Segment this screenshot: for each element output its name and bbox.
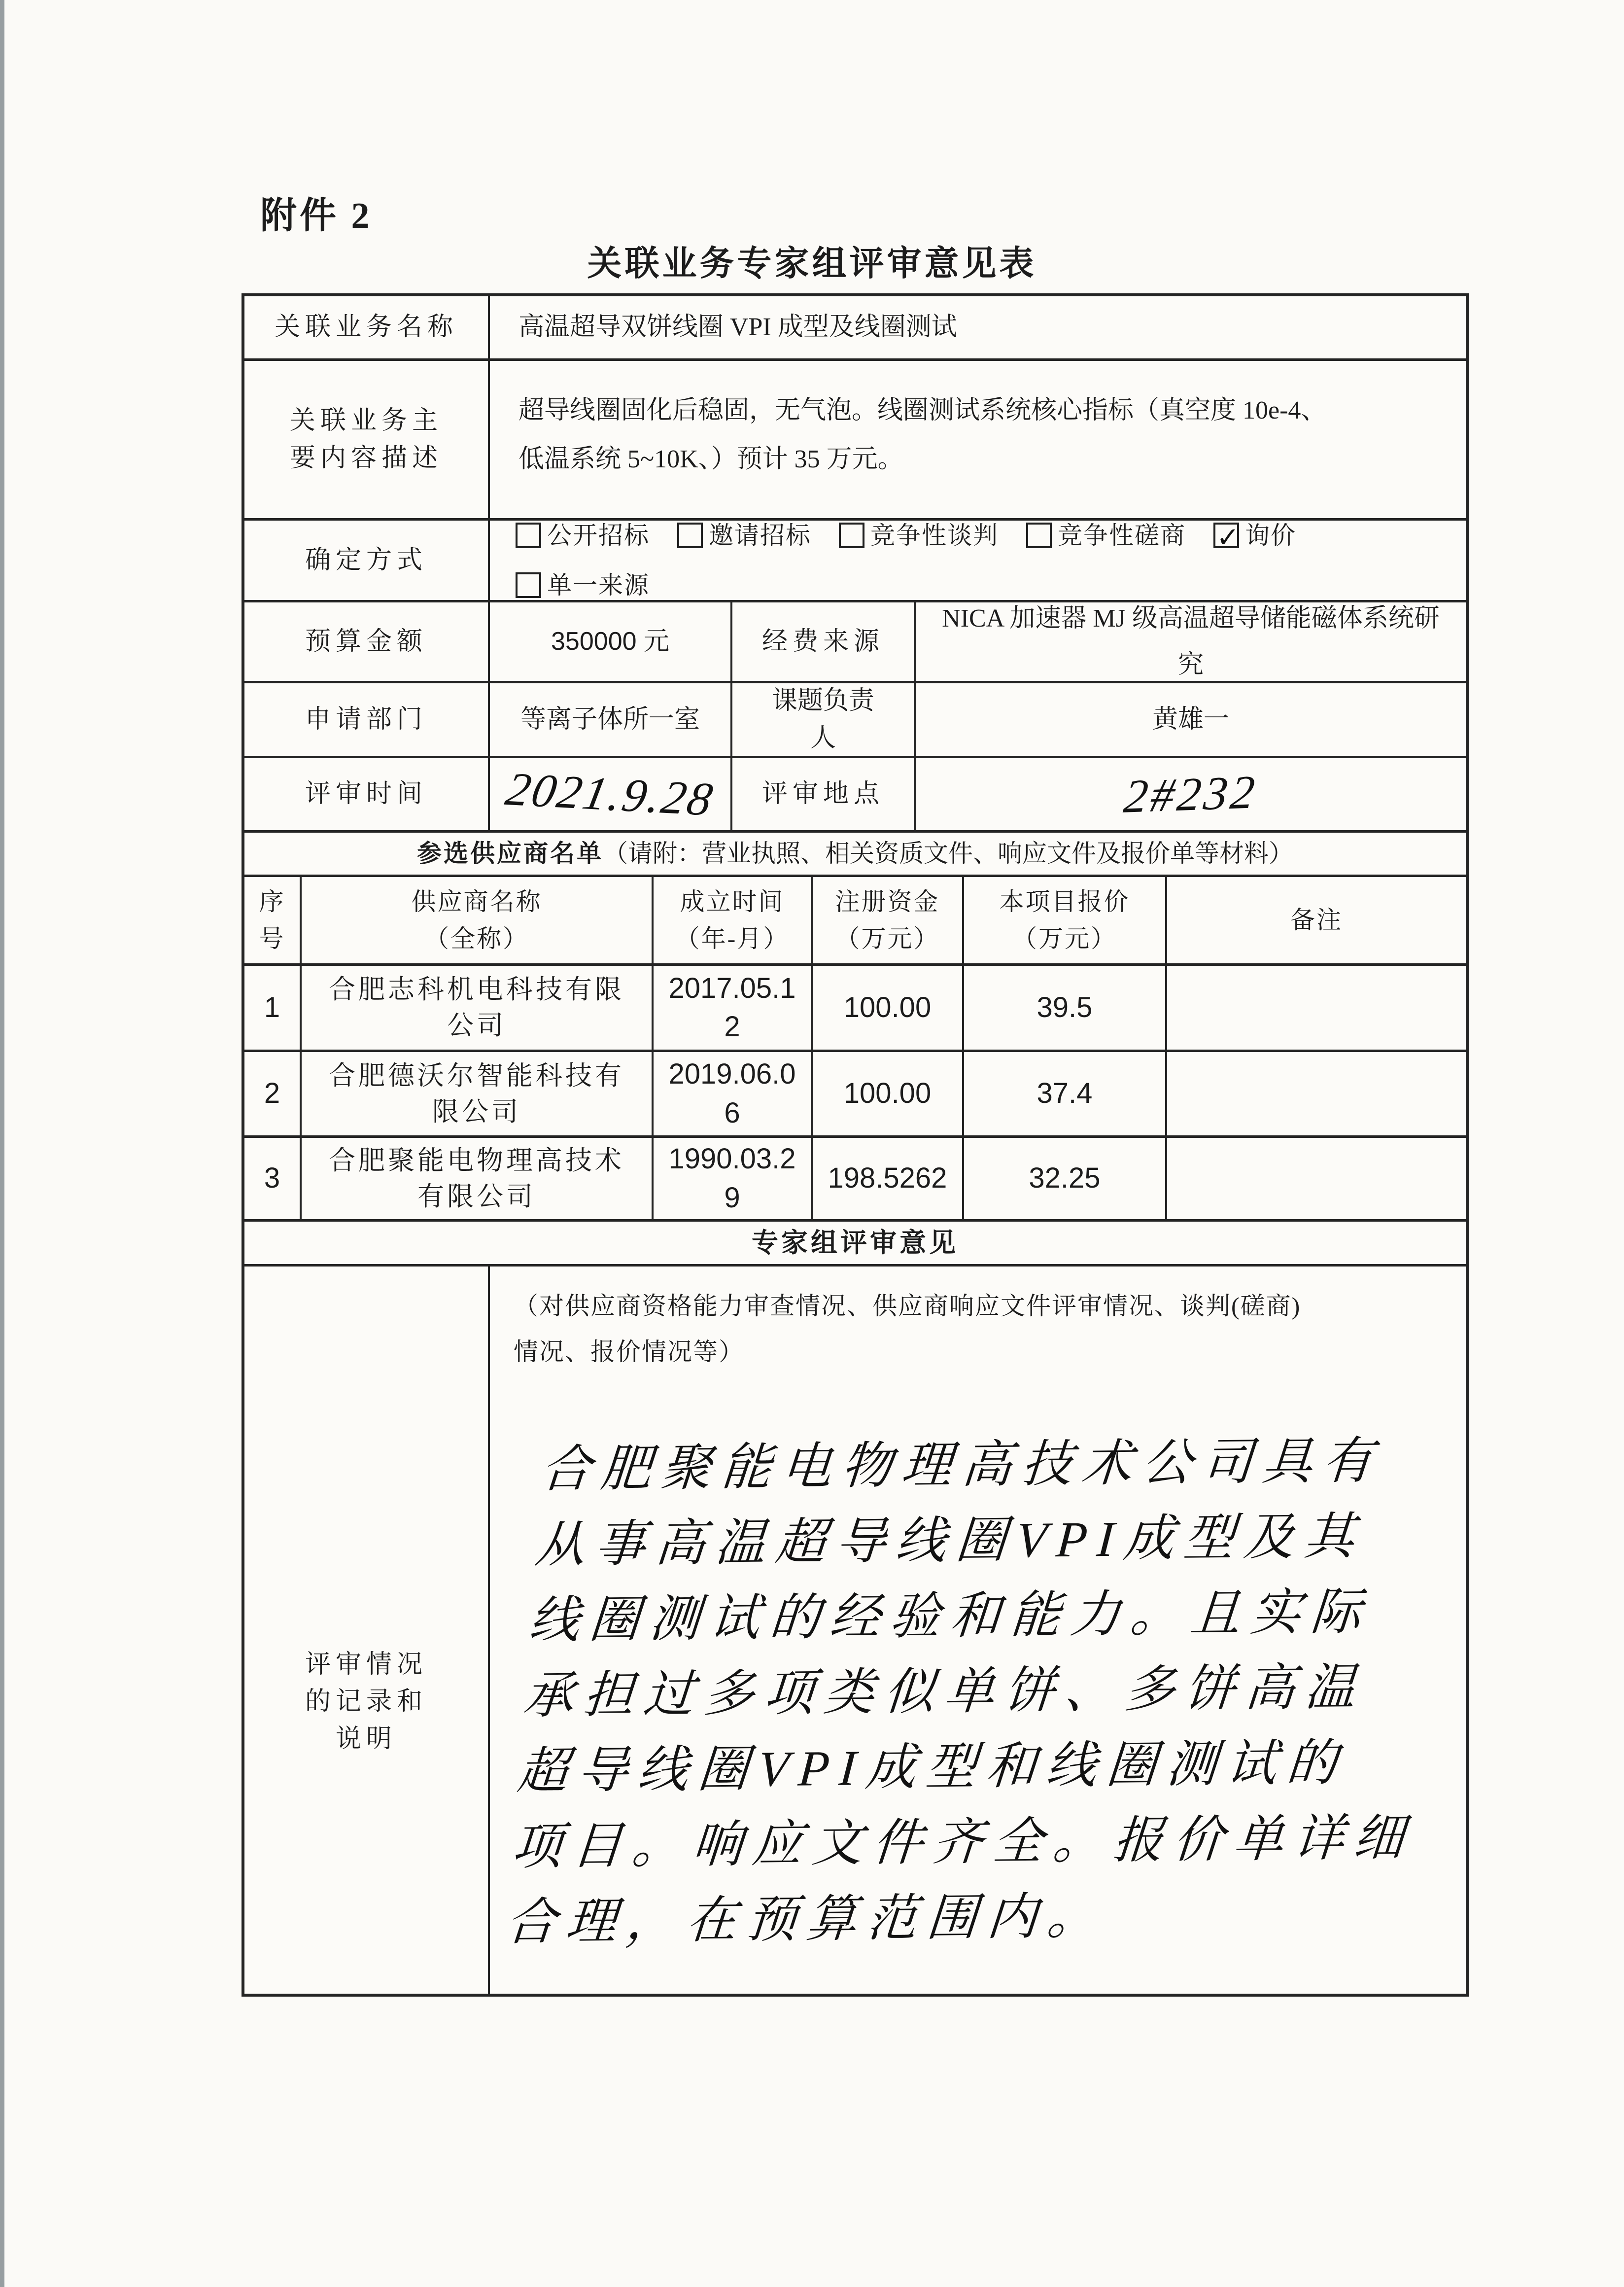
- method-options-line-1: [516, 518, 1296, 554]
- header-bid-line2: （万元）: [1012, 924, 1117, 952]
- row-business-name: [244, 296, 1466, 361]
- leader-value: [916, 683, 1466, 756]
- description-line-2: 低温系统 5~10K、）预计 35 万元。: [518, 445, 903, 473]
- supplier-3-remark: [1167, 1138, 1466, 1219]
- header-bid: [964, 877, 1167, 963]
- header-capital: [813, 877, 964, 963]
- page-title: 关联业务专家组评审意见表: [587, 245, 1037, 283]
- row-opinion-header: [244, 1222, 1466, 1267]
- scan-edge-strip: [0, 0, 4, 2287]
- supplier-3-no: 3: [244, 1138, 302, 1219]
- method-options-line-2: [516, 567, 650, 603]
- supplier-3-capital: 198.5262: [813, 1138, 964, 1219]
- handwritten-line-3: 线圈测试的经验和能力。且实际: [527, 1584, 1374, 1649]
- option-open-tender-label: 公开招标: [547, 522, 650, 549]
- checkbox-open-tender[interactable]: [516, 523, 541, 548]
- description-value: [490, 361, 1466, 518]
- option-competitive-negotiation-label: 竞争性谈判: [870, 522, 999, 549]
- handwritten-line-5: 超导线圈VPI成型和线圈测试的: [515, 1735, 1349, 1800]
- opinion-row-label-text: 评审情况的记录和说明: [305, 1651, 427, 1753]
- checkbox-competitive-consultation[interactable]: [1026, 523, 1052, 548]
- supplier-1-capital: 100.00: [813, 966, 964, 1050]
- suppliers-section-title-bold: 参选供应商名单: [417, 840, 603, 868]
- funding-label: [732, 602, 916, 681]
- review-place-label: [732, 758, 916, 830]
- option-invited-tender-label: 邀请招标: [709, 522, 811, 549]
- supplier-2-no: 2: [244, 1052, 302, 1135]
- attachment-label: 附件 2: [260, 196, 373, 236]
- supplier-2-founded: 2019.06.06: [654, 1052, 813, 1135]
- supplier-1-bid: 39.5: [964, 966, 1167, 1050]
- business-name-value: [490, 296, 1466, 358]
- opinion-note-line-1: （对供应商资格能力审查情况、供应商响应文件评审情况、谈判(磋商): [514, 1292, 1301, 1320]
- header-no-text: 序号: [259, 887, 285, 952]
- business-name-label-text: 关联业务名称: [274, 313, 458, 342]
- header-capital-line1: 注册资金: [835, 887, 940, 915]
- handwritten-line-2: 从事高温超导线圈VPI成型及其: [533, 1509, 1367, 1574]
- header-founded: [654, 877, 813, 963]
- row-description: [244, 361, 1466, 521]
- suppliers-section-title: [244, 833, 1466, 875]
- opinion-header: 专家组评审意见: [752, 1228, 959, 1258]
- option-single-source: [516, 567, 650, 603]
- leader-label: [732, 683, 916, 756]
- row-department-leader: [244, 683, 1466, 758]
- supplier-2-remark: [1167, 1052, 1466, 1135]
- supplier-2-capital: 100.00: [813, 1052, 964, 1135]
- funding-value: [916, 602, 1466, 681]
- method-label-text: 确定方式: [305, 546, 427, 574]
- header-supplier-name: [302, 877, 654, 963]
- header-bid-line1: 本项目报价: [999, 887, 1130, 915]
- supplier-row-3: [244, 1138, 1466, 1222]
- business-name-label: [244, 296, 490, 358]
- option-single-source-label: 单一来源: [547, 571, 650, 599]
- option-open-tender: [516, 518, 650, 554]
- header-supplier-name-line1: 供应商名称: [411, 887, 542, 915]
- review-time-label: [244, 758, 490, 830]
- funding-label-text: 经费来源: [761, 627, 884, 656]
- department-label-text: 申请部门: [305, 705, 427, 734]
- header-founded-line1: 成立时间: [680, 887, 785, 915]
- supplier-1-founded: 2017.05.12: [654, 966, 813, 1050]
- department-value: [490, 683, 732, 756]
- opinion-note-line-2: 情况、报价情况等）: [514, 1337, 744, 1366]
- handwritten-line-1: 合肥聚能电物理高技术公司具有: [539, 1433, 1385, 1498]
- header-remark: [1167, 877, 1466, 963]
- supplier-1-no: 1: [244, 966, 302, 1050]
- suppliers-header-row: [244, 877, 1466, 966]
- method-label: [244, 521, 490, 600]
- suppliers-section-title-note: （请附：营业执照、相关资质文件、响应文件及报价单等材料）: [603, 840, 1293, 868]
- handwritten-line-6: 项目。响应文件齐全。报价单详细: [510, 1810, 1416, 1875]
- checkbox-competitive-negotiation[interactable]: [839, 523, 864, 548]
- option-competitive-consultation: [1026, 518, 1186, 554]
- budget-value-text: 350000 元: [551, 627, 669, 656]
- review-place-handwriting: 2#232: [1121, 765, 1260, 823]
- option-inquiry: [1213, 518, 1296, 554]
- review-time-label-text: 评审时间: [305, 780, 427, 809]
- supplier-row-1: [244, 966, 1466, 1052]
- row-budget-funding: [244, 602, 1466, 683]
- review-time-value: [490, 758, 732, 830]
- header-remark-text: 备注: [1290, 906, 1343, 934]
- supplier-1-name: 合肥志科机电科技有限公司: [302, 966, 654, 1050]
- funding-value-text: NICA 加速器 MJ 级高温超导储能磁体系统研究: [942, 604, 1440, 679]
- opinion-handwriting: [493, 1423, 1446, 1961]
- header-supplier-name-line2: （全称）: [424, 924, 529, 952]
- row-suppliers-section-title: [244, 833, 1466, 877]
- method-options: [490, 521, 1466, 600]
- leader-label-text: 课题负责人: [771, 687, 874, 752]
- supplier-row-2: [244, 1052, 1466, 1138]
- leader-value-text: 黄雄一: [1152, 705, 1229, 734]
- checkbox-single-source[interactable]: [516, 572, 541, 598]
- supplier-3-name: 合肥聚能电物理高技术有限公司: [302, 1138, 654, 1219]
- option-competitive-negotiation: [839, 518, 999, 554]
- budget-label: [244, 602, 490, 681]
- review-place-value: [916, 758, 1466, 830]
- row-method: [244, 521, 1466, 602]
- header-capital-line2: （万元）: [835, 924, 940, 952]
- option-competitive-consultation-label: 竞争性磋商: [1058, 522, 1186, 549]
- review-place-label-text: 评审地点: [761, 780, 884, 809]
- review-time-handwriting: 2021.9.28: [501, 762, 719, 826]
- budget-value: [490, 602, 732, 681]
- row-opinion-body: [244, 1267, 1466, 1994]
- supplier-2-name: 合肥德沃尔智能科技有限公司: [302, 1052, 654, 1135]
- header-no: [244, 877, 302, 963]
- review-form-table: [242, 293, 1469, 1997]
- department-label: [244, 683, 490, 756]
- handwritten-line-4: 承担过多项类似单饼、多饼高温: [521, 1659, 1368, 1724]
- opinion-content: [490, 1267, 1466, 1994]
- checkbox-inquiry[interactable]: [1213, 523, 1239, 548]
- supplier-3-bid: 32.25: [964, 1138, 1167, 1219]
- option-inquiry-label: 询价: [1245, 522, 1296, 549]
- supplier-2-bid: 37.4: [964, 1052, 1167, 1135]
- option-invited-tender: [677, 518, 811, 554]
- opinion-row-label: [244, 1267, 490, 1994]
- handwritten-line-7: 合理，在预算范围内。: [504, 1889, 1109, 1951]
- checkbox-invited-tender[interactable]: [677, 523, 703, 548]
- budget-label-text: 预算金额: [305, 627, 427, 656]
- description-label-text: 关联业务主要内容描述: [289, 407, 443, 472]
- supplier-3-founded: 1990.03.29: [654, 1138, 813, 1219]
- header-founded-line2: （年-月）: [675, 924, 790, 952]
- department-value-text: 等离子体所一室: [520, 705, 700, 734]
- row-review-time-place: [244, 758, 1466, 833]
- description-label: [244, 361, 490, 518]
- opinion-printed-note: [514, 1283, 1301, 1374]
- supplier-1-remark: [1167, 966, 1466, 1050]
- description-line-1: 超导线圈固化后稳固，无气泡。线圈测试系统核心指标（真空度 10e-4、: [518, 396, 1327, 424]
- business-name-value-text: 高温超导双饼线圈 VPI 成型及线圈测试: [518, 313, 957, 342]
